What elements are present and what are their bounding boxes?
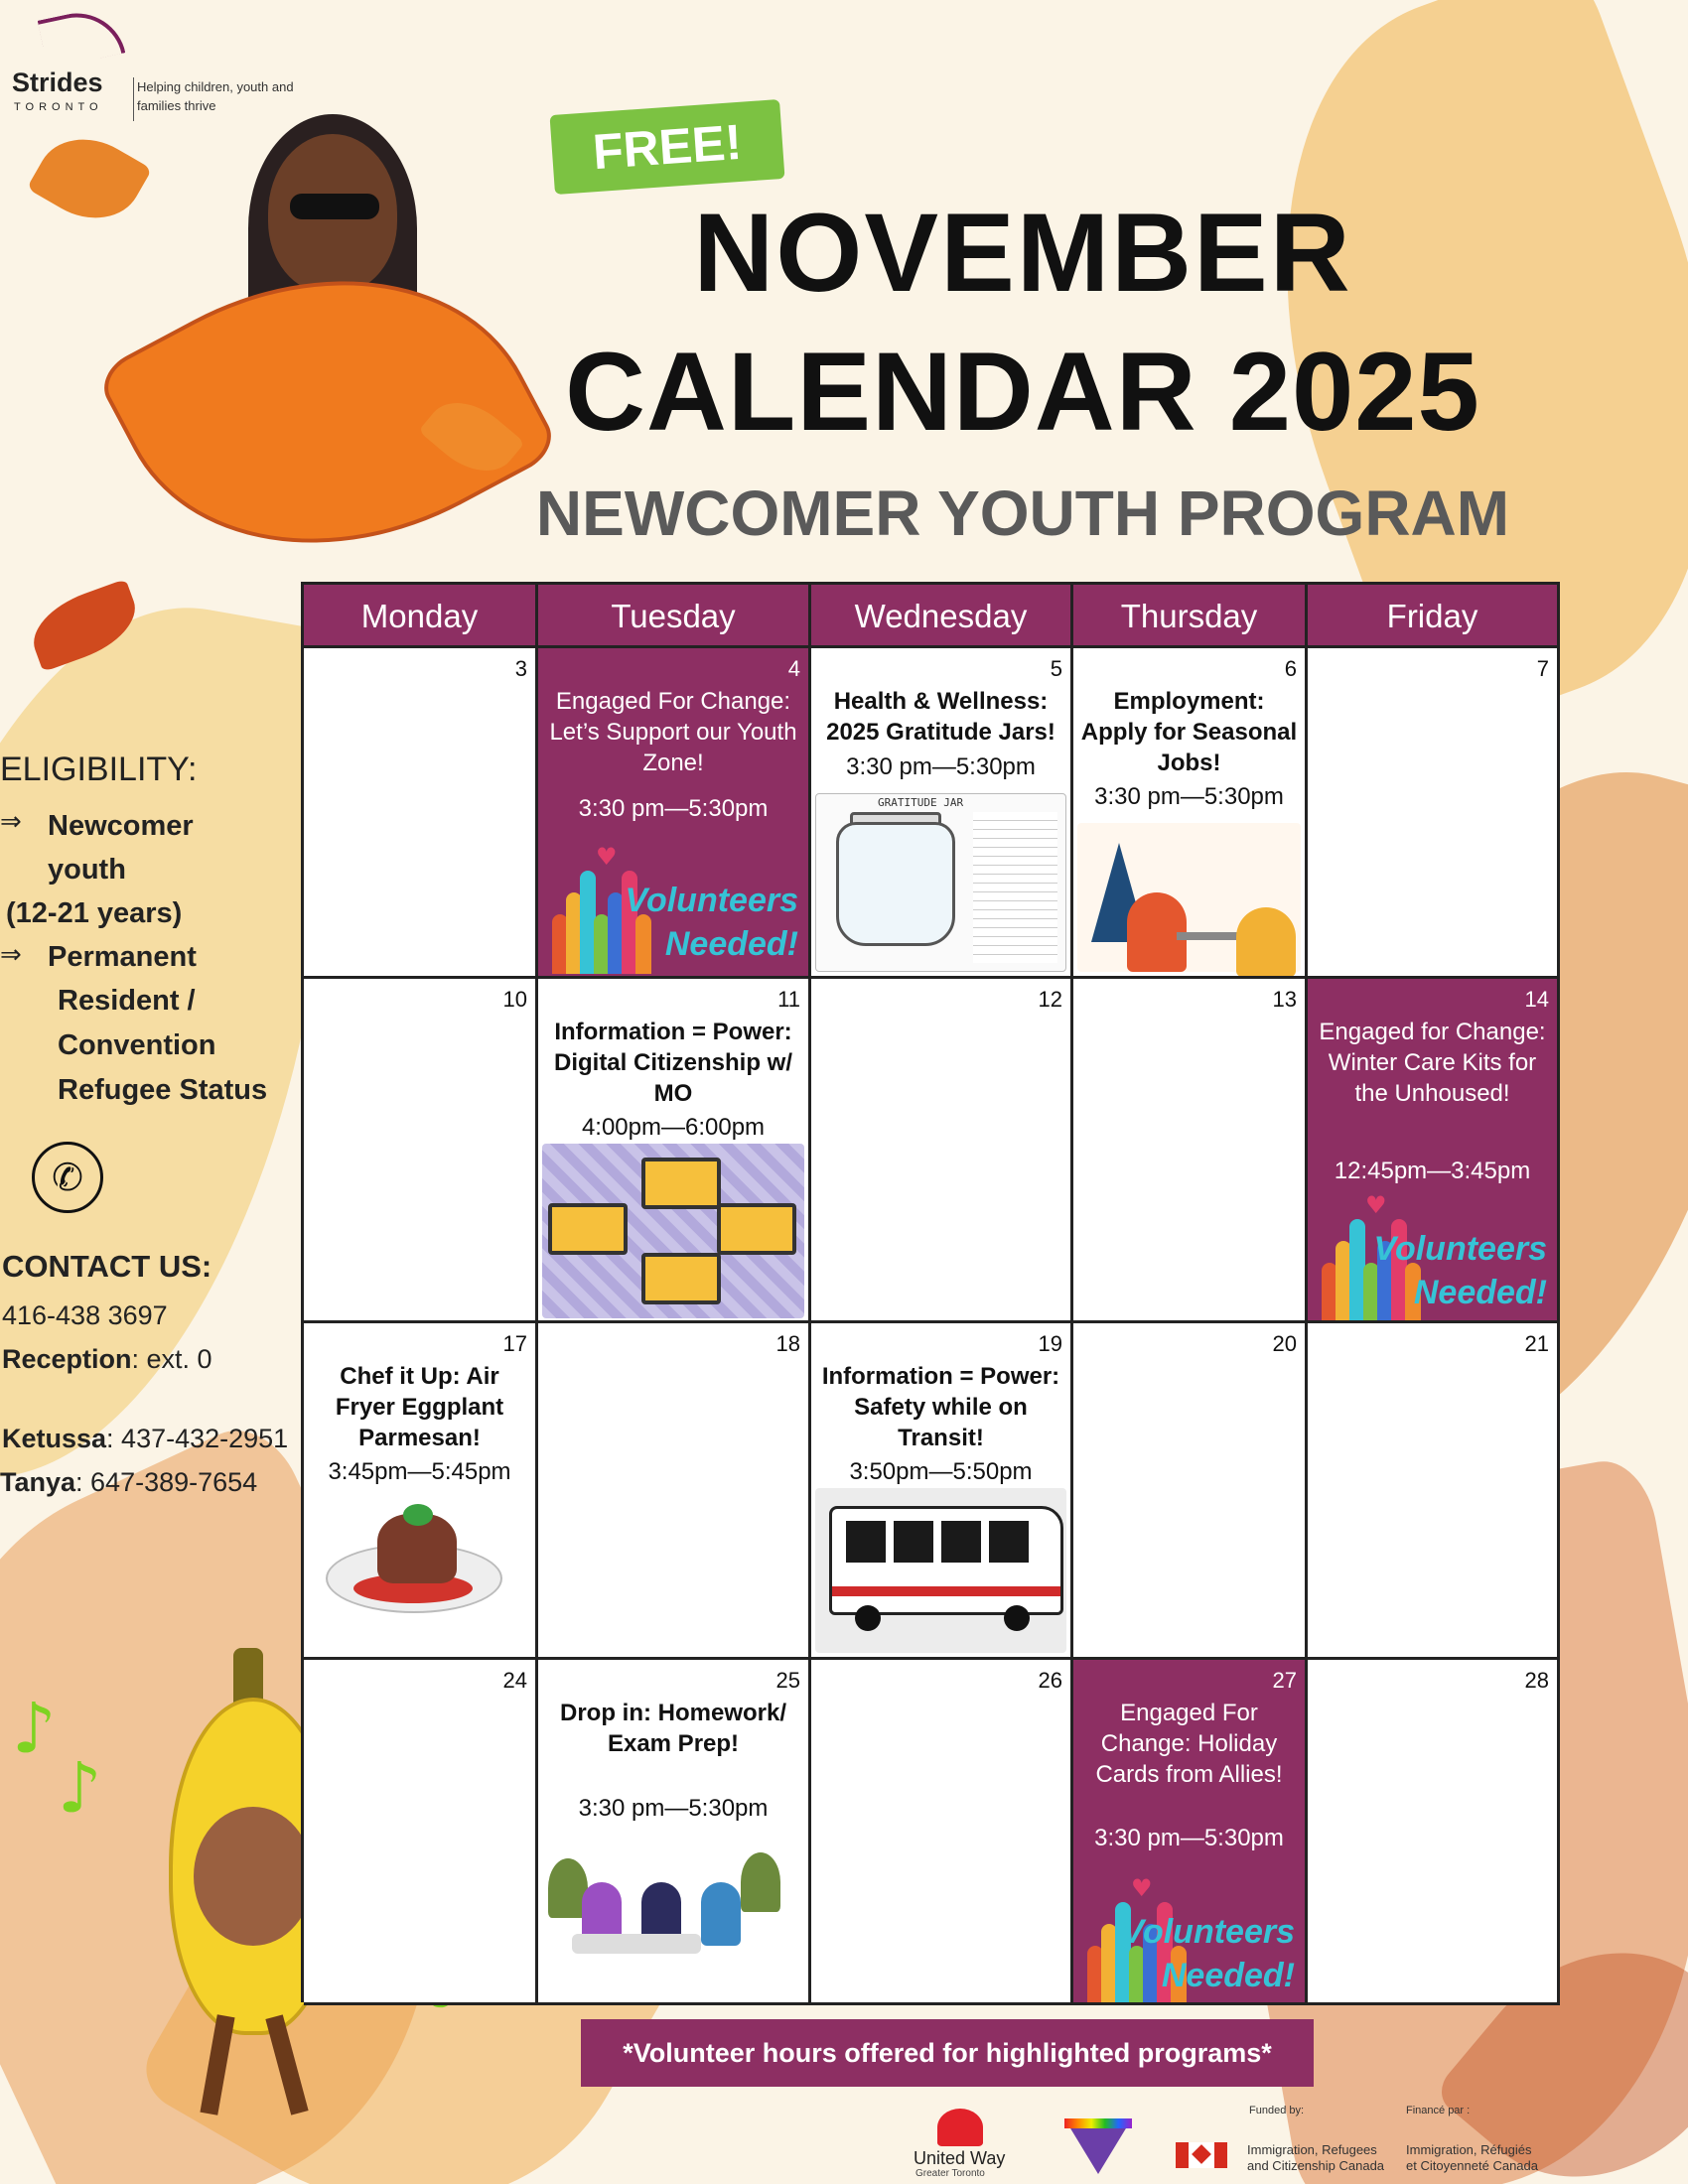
event-day-cell[interactable] xyxy=(1073,1660,1308,2005)
needed-word: Needed! xyxy=(664,925,798,963)
program-subtitle: NEWCOMER YOUTH PROGRAM xyxy=(535,478,1510,549)
logo-tagline: Helping children, youth and families thrive xyxy=(137,79,294,113)
event-time: 3:30 pm—5:30pm xyxy=(578,1795,769,1822)
event-day-cell[interactable] xyxy=(304,1323,538,1660)
day-number: 18 xyxy=(775,1331,800,1356)
basil-leaf-icon xyxy=(403,1504,433,1526)
jar-icon xyxy=(836,822,955,946)
event-time: 3:30 pm—5:30pm xyxy=(846,753,1036,780)
day-number: 12 xyxy=(1038,987,1062,1012)
notes-lines xyxy=(973,812,1057,963)
monitor-icon xyxy=(717,1203,796,1255)
day-number: 21 xyxy=(1524,1331,1549,1356)
volunteers-word: Volunteers xyxy=(625,882,798,919)
eligibility-item: youth xyxy=(48,854,126,886)
logo-city: TORONTO xyxy=(14,101,103,113)
volunteers-needed-graphic xyxy=(542,825,804,974)
day-number: 5 xyxy=(1050,656,1062,681)
arrow-icon: ⇒ xyxy=(0,806,22,836)
eligibility-item: Newcomer xyxy=(48,810,194,842)
contact-person-tanya[interactable]: Tanya: 647-389-7654 xyxy=(0,1467,258,1497)
day-number: 4 xyxy=(787,656,800,681)
bus-window xyxy=(894,1521,933,1563)
event-time: 3:30 pm—5:30pm xyxy=(578,795,769,822)
free-badge: FREE! xyxy=(549,99,784,195)
empty-day-cell xyxy=(304,1660,538,2005)
day-number: 27 xyxy=(1272,1668,1297,1693)
day-number: 20 xyxy=(1272,1331,1297,1356)
eligibility-item: Refugee Status xyxy=(58,1074,268,1106)
volunteers-needed-text xyxy=(1122,1910,1295,1997)
volunteers-needed-text xyxy=(626,879,798,966)
gratitude-jar-illustration xyxy=(815,793,1066,972)
seasonal-jobs-illustration xyxy=(1077,823,1301,972)
day-number: 10 xyxy=(502,987,527,1012)
day-number: 24 xyxy=(502,1668,527,1693)
title-month: NOVEMBER xyxy=(693,191,1352,315)
heart-icon: ♥ xyxy=(1365,1191,1387,1219)
pride-rainbow-band xyxy=(1064,2118,1132,2128)
strides-logo xyxy=(12,12,310,121)
worker-figure xyxy=(1236,907,1296,977)
weekday-header-row xyxy=(304,585,1557,648)
event-title: Employment: Apply for Seasonal Jobs! xyxy=(1080,688,1298,776)
autumn-leaf-icon xyxy=(27,119,153,237)
contact-person-ketussa[interactable]: Ketussa: 437-432-2951 xyxy=(2,1424,289,1453)
jar-label: GRATITUDE JAR xyxy=(878,796,964,809)
needed-word: Needed! xyxy=(1413,1274,1547,1311)
music-note-icon: ♪ xyxy=(58,1747,102,1829)
digital-citizenship-illustration xyxy=(542,1144,804,1318)
volunteers-word: Volunteers xyxy=(1373,1230,1547,1268)
empty-day-cell xyxy=(811,1660,1073,2005)
eligibility-item: (12-21 years) xyxy=(6,897,183,929)
event-title: Health & Wellness: 2025 Gratitude Jars! xyxy=(826,688,1055,746)
funded-by-label: Funded by: xyxy=(1249,2105,1305,2116)
day-number: 13 xyxy=(1272,987,1297,1012)
phone-icon: ✆ xyxy=(32,1142,103,1213)
bus-window xyxy=(989,1521,1029,1563)
event-time: 3:30 pm—5:30pm xyxy=(1094,1825,1284,1851)
weekday-header: Monday xyxy=(304,585,538,648)
event-title: Engaged For Change: Holiday Cards from Allies! xyxy=(1095,1700,1283,1788)
united-way-logo: United Way Greater Toronto xyxy=(914,2109,1033,2178)
day-number: 19 xyxy=(1038,1331,1062,1356)
heart-icon: ♥ xyxy=(596,843,618,871)
study-group-illustration xyxy=(542,1848,804,1978)
volunteers-needed-text xyxy=(1374,1227,1547,1314)
volunteers-needed-graphic xyxy=(1312,1173,1553,1322)
event-title: Information = Power: Digital Citizenship w/ MO xyxy=(553,1019,792,1107)
logo-divider xyxy=(133,77,134,121)
empty-day-cell xyxy=(1308,648,1560,979)
day-number: 25 xyxy=(775,1668,800,1693)
sunglasses-icon xyxy=(290,194,379,219)
plant-icon xyxy=(741,1852,780,1912)
weekday-header: Thursday xyxy=(1073,585,1308,648)
day-number: 28 xyxy=(1524,1668,1549,1693)
study-mat xyxy=(572,1934,701,1954)
monitor-icon xyxy=(641,1158,721,1209)
event-title: Information = Power: Safety while on Transit! xyxy=(821,1363,1060,1451)
day-number: 3 xyxy=(514,656,527,681)
funders-bar xyxy=(0,2095,1688,2184)
empty-day-cell xyxy=(1073,979,1308,1323)
day-number: 11 xyxy=(777,987,800,1012)
day-number: 6 xyxy=(1284,656,1297,681)
empty-day-cell xyxy=(304,979,538,1323)
contact-phone[interactable]: 416-438 3697 xyxy=(2,1300,168,1330)
event-day-cell[interactable] xyxy=(811,1323,1073,1660)
volunteers-needed-graphic xyxy=(1077,1856,1301,2005)
music-note-icon: ♪ xyxy=(12,1688,57,1769)
bus-icon xyxy=(829,1506,1063,1615)
wheel-icon xyxy=(1004,1605,1030,1631)
eligibility-item: Permanent xyxy=(48,941,197,973)
eggplant-parmesan-illustration xyxy=(308,1504,531,1643)
bus-illustration xyxy=(815,1488,1066,1653)
volunteers-word: Volunteers xyxy=(1121,1913,1295,1951)
bus-window xyxy=(941,1521,981,1563)
weekday-header: Wednesday xyxy=(811,585,1073,648)
eligibility-item: Resident / xyxy=(58,985,196,1017)
student-figure xyxy=(701,1882,741,1946)
monitor-icon xyxy=(641,1253,721,1304)
event-title: Chef it Up: Air Fryer Eggplant Parmesan! xyxy=(335,1363,504,1451)
event-title: Drop in: Homework/ Exam Prep! xyxy=(559,1700,786,1757)
day-number: 7 xyxy=(1536,656,1549,681)
empty-day-cell xyxy=(1308,1323,1560,1660)
day-number: 14 xyxy=(1524,987,1549,1012)
empty-day-cell xyxy=(1308,1660,1560,2005)
volunteer-hours-banner: *Volunteer hours offered for highlighted programs* xyxy=(581,2019,1314,2087)
finance-par-label: Financé par : xyxy=(1406,2105,1471,2116)
event-day-cell[interactable] xyxy=(538,979,811,1323)
event-title: Engaged For Change: Let’s Support our Youth Zone! xyxy=(549,688,797,776)
event-time: 3:30 pm—5:30pm xyxy=(1094,783,1284,810)
united-way-hand-icon xyxy=(937,2109,983,2146)
ircc-french: Immigration, Réfugiés et Citoyenneté Canada xyxy=(1406,2142,1538,2173)
event-time: 4:00pm—6:00pm xyxy=(581,1114,766,1141)
event-day-cell[interactable] xyxy=(538,1660,811,2005)
event-time: 12:45pm—3:45pm xyxy=(1334,1158,1531,1184)
event-day-cell[interactable] xyxy=(1308,979,1560,1323)
logo-name: Strides xyxy=(12,68,103,97)
heart-icon: ♥ xyxy=(1131,1874,1153,1902)
event-day-cell[interactable] xyxy=(1073,648,1308,979)
arrow-icon: ⇒ xyxy=(0,939,22,969)
contact-reception: Reception: ext. 0 xyxy=(2,1344,212,1374)
day-number: 26 xyxy=(1038,1668,1062,1693)
wheel-icon xyxy=(855,1605,881,1631)
ircc-english: Immigration, Refugees and Citizenship Canada xyxy=(1247,2142,1385,2173)
calendar-grid xyxy=(301,582,1560,2002)
eligibility-title: ELIGIBILITY: xyxy=(0,751,198,788)
title-calendar-year: CALENDAR 2025 xyxy=(565,330,1480,454)
event-day-cell[interactable] xyxy=(811,648,1073,979)
event-time: 3:45pm—5:45pm xyxy=(328,1458,511,1485)
bus-window xyxy=(846,1521,886,1563)
event-day-cell[interactable] xyxy=(538,648,811,979)
day-number: 17 xyxy=(502,1331,527,1356)
bus-stripe xyxy=(832,1586,1060,1596)
empty-day-cell xyxy=(1073,1323,1308,1660)
logo-arc-icon xyxy=(38,4,126,69)
contact-title: CONTACT US: xyxy=(2,1249,212,1284)
empty-day-cell xyxy=(538,1323,811,1660)
empty-day-cell xyxy=(304,648,538,979)
weekday-header: Tuesday xyxy=(538,585,811,648)
eligibility-item: Convention xyxy=(58,1029,216,1061)
event-title: Engaged for Change: Winter Care Kits for the Unhoused! xyxy=(1319,1019,1546,1107)
empty-day-cell xyxy=(811,979,1073,1323)
event-time: 3:50pm—5:50pm xyxy=(849,1458,1033,1485)
needed-word: Needed! xyxy=(1161,1957,1295,1994)
weekday-header: Friday xyxy=(1308,585,1560,648)
monitor-icon xyxy=(548,1203,628,1255)
